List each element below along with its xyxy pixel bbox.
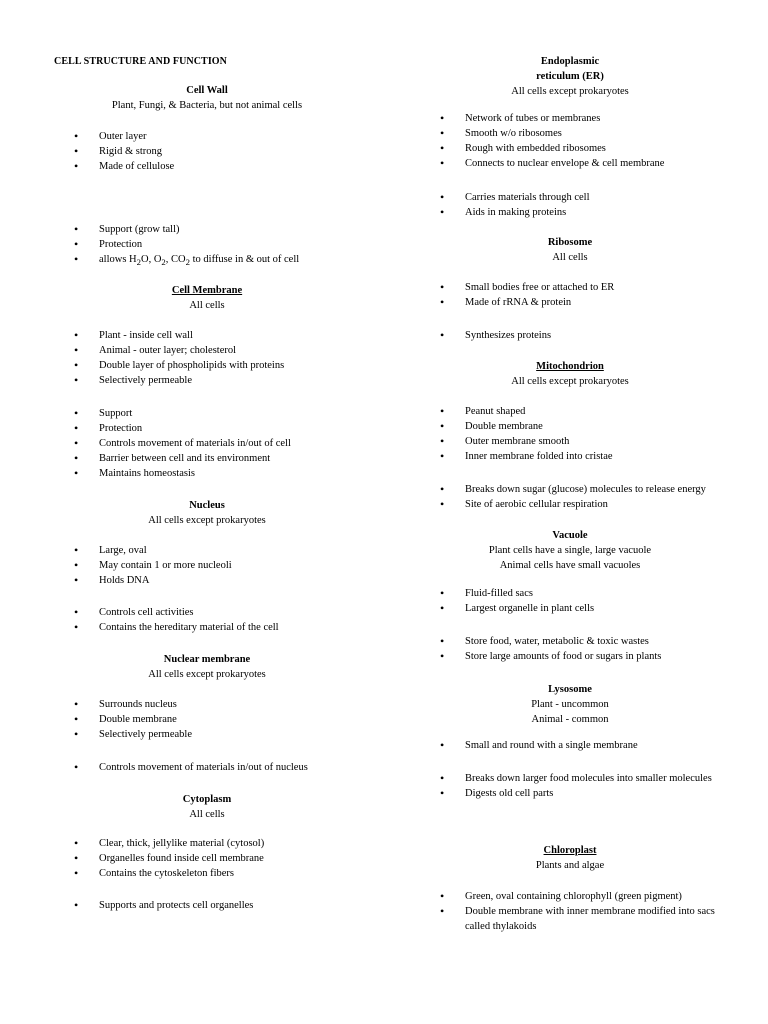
subscript: 2 bbox=[136, 257, 141, 268]
list-item: • Double layer of phospholipids with proteins bbox=[54, 358, 360, 373]
chloroplast-structure-list bbox=[420, 889, 720, 934]
cell-wall-structure-list bbox=[54, 129, 360, 174]
list-item: • Made of cellulose bbox=[54, 159, 360, 174]
section-subtitle-line2: Animal cells have small vacuoles bbox=[499, 560, 641, 571]
list-item: • Clear, thick, jellylike material (cytosol) bbox=[54, 836, 360, 851]
list-item: • Store large amounts of food or sugars in plants bbox=[420, 649, 720, 664]
list-item: • Double membrane with inner membrane modified into sacs called thylakoids bbox=[420, 904, 720, 934]
section-title: Ribosome bbox=[547, 237, 593, 248]
list-item: • Support (grow tall) bbox=[54, 222, 360, 237]
list-item: • Controls movement of materials in/out of cell bbox=[54, 436, 360, 451]
section-subtitle-line1: Plant - uncommon bbox=[531, 699, 609, 710]
chem-text: to diffuse in & out of cell bbox=[190, 254, 300, 265]
chloroplast-heading bbox=[420, 843, 720, 873]
list-item: • Digests old cell parts bbox=[420, 786, 720, 801]
section-subtitle: All cells except prokaryotes bbox=[148, 515, 266, 526]
list-item: • Organelles found inside cell membrane bbox=[54, 851, 360, 866]
section-subtitle: All cells bbox=[189, 300, 225, 311]
list-item: • Rigid & strong bbox=[54, 144, 360, 159]
list-item: • Small bodies free or attached to ER bbox=[420, 280, 720, 295]
list-item: • Smooth w/o ribosomes bbox=[420, 126, 720, 141]
mitochondrion-heading bbox=[420, 359, 720, 389]
section-subtitle: All cells except prokaryotes bbox=[511, 86, 629, 97]
list-item: • Controls cell activities bbox=[54, 605, 360, 620]
cell-membrane-structure-list bbox=[54, 328, 360, 388]
mitochondrion-function-list bbox=[420, 482, 720, 512]
section-title-line2: reticulum (ER) bbox=[536, 71, 604, 82]
list-item: • Support bbox=[54, 406, 360, 421]
lysosome-structure-list bbox=[420, 738, 720, 753]
list-item: • Outer membrane smooth bbox=[420, 434, 720, 449]
section-title: Nucleus bbox=[189, 500, 225, 511]
nucleus-function-list bbox=[54, 605, 360, 635]
list-item: • Small and round with a single membrane bbox=[420, 738, 720, 753]
section-title-line1: Endoplasmic bbox=[540, 56, 600, 67]
vacuole-structure-list bbox=[420, 586, 720, 616]
ribosome-structure-list bbox=[420, 280, 720, 310]
list-item: • Double membrane bbox=[420, 419, 720, 434]
list-item: • Surrounds nucleus bbox=[54, 697, 360, 712]
list-item: • Store food, water, metabolic & toxic wastes bbox=[420, 634, 720, 649]
chem-text: allows H bbox=[99, 254, 137, 265]
list-item: • Outer layer bbox=[54, 129, 360, 144]
section-title: Cell Wall bbox=[186, 85, 228, 96]
list-item: • Protection bbox=[54, 237, 360, 252]
list-item: • Contains the hereditary material of the cell bbox=[54, 620, 360, 635]
list-item: • Breaks down larger food molecules into smaller molecules bbox=[420, 771, 720, 786]
list-item: • Aids in making proteins bbox=[420, 205, 720, 220]
list-item: • Selectively permeable bbox=[54, 373, 360, 388]
subscript: 2 bbox=[161, 257, 166, 268]
cell-wall-heading bbox=[54, 83, 360, 113]
section-subtitle-line2: Animal - common bbox=[531, 714, 609, 725]
list-item: • Peanut shaped bbox=[420, 404, 720, 419]
subscript: 2 bbox=[185, 257, 191, 268]
list-item: • Contains the cytoskeleton fibers bbox=[54, 866, 360, 881]
list-item: • Plant - inside cell wall bbox=[54, 328, 360, 343]
er-heading bbox=[420, 54, 720, 99]
list-item: • Green, oval containing chlorophyll (green pigment) bbox=[420, 889, 720, 904]
list-item: • Selectively permeable bbox=[54, 727, 360, 742]
ribosome-function-list bbox=[420, 328, 720, 343]
er-structure-list bbox=[420, 111, 720, 171]
document-title: CELL STRUCTURE AND FUNCTION bbox=[54, 56, 228, 67]
vacuole-function-list bbox=[420, 634, 720, 664]
cell-membrane-function-list bbox=[54, 406, 360, 481]
section-subtitle: Plants and algae bbox=[535, 860, 605, 871]
list-item: • Made of rRNA & protein bbox=[420, 295, 720, 310]
cytoplasm-heading bbox=[54, 792, 360, 822]
list-item: • Breaks down sugar (glucose) molecules to release energy bbox=[420, 482, 720, 497]
list-item: • Largest organelle in plant cells bbox=[420, 601, 720, 616]
cytoplasm-structure-list bbox=[54, 836, 360, 881]
section-subtitle: Plant, Fungi, & Bacteria, but not animal cells bbox=[111, 100, 303, 111]
section-title: Mitochondrion bbox=[536, 361, 604, 372]
er-function-list bbox=[420, 190, 720, 220]
vacuole-heading bbox=[420, 528, 720, 573]
nuclear-membrane-function-list bbox=[54, 760, 360, 775]
ribosome-heading bbox=[420, 235, 720, 265]
list-item: • Holds DNA bbox=[54, 573, 360, 588]
list-item: • Inner membrane folded into cristae bbox=[420, 449, 720, 464]
cell-membrane-heading bbox=[54, 283, 360, 313]
list-item: • Maintains homeostasis bbox=[54, 466, 360, 481]
list-item: • Rough with embedded ribosomes bbox=[420, 141, 720, 156]
section-subtitle: All cells bbox=[552, 252, 588, 263]
list-item: • Barrier between cell and its environment bbox=[54, 451, 360, 466]
list-item: • Double membrane bbox=[54, 712, 360, 727]
section-title: Chloroplast bbox=[543, 845, 597, 856]
section-title: Cytoplasm bbox=[182, 794, 232, 805]
section-title: Nuclear membrane bbox=[163, 654, 251, 665]
list-item: • Connects to nuclear envelope & cell membrane bbox=[420, 156, 720, 171]
section-subtitle: All cells bbox=[189, 809, 225, 820]
cytoplasm-function-list bbox=[54, 898, 360, 913]
section-subtitle-line1: Plant cells have a single, large vacuole bbox=[488, 545, 652, 556]
list-item: • Carries materials through cell bbox=[420, 190, 720, 205]
section-title: Cell Membrane bbox=[171, 285, 243, 296]
lysosome-function-list bbox=[420, 771, 720, 801]
nucleus-structure-list bbox=[54, 543, 360, 588]
list-item: • Synthesizes proteins bbox=[420, 328, 720, 343]
chem-text: , CO bbox=[165, 254, 186, 265]
list-item: • Fluid-filled sacs bbox=[420, 586, 720, 601]
list-item: • Animal - outer layer; cholesterol bbox=[54, 343, 360, 358]
lysosome-heading bbox=[420, 682, 720, 727]
chem-text: O, O bbox=[141, 254, 162, 265]
mitochondrion-structure-list bbox=[420, 404, 720, 464]
section-subtitle: All cells except prokaryotes bbox=[148, 669, 266, 680]
nuclear-membrane-structure-list bbox=[54, 697, 360, 742]
list-item: • May contain 1 or more nucleoli bbox=[54, 558, 360, 573]
list-item: • Large, oval bbox=[54, 543, 360, 558]
list-item: • Site of aerobic cellular respiration bbox=[420, 497, 720, 512]
cell-wall-function-list bbox=[54, 222, 360, 270]
list-item: • Network of tubes or membranes bbox=[420, 111, 720, 126]
list-item: • Controls movement of materials in/out of nucleus bbox=[54, 760, 360, 775]
nuclear-membrane-heading bbox=[54, 652, 360, 682]
section-title: Lysosome bbox=[548, 684, 592, 695]
section-subtitle: All cells except prokaryotes bbox=[511, 376, 629, 387]
section-title: Vacuole bbox=[552, 530, 588, 541]
list-item-chemistry bbox=[54, 252, 360, 270]
list-item: • Protection bbox=[54, 421, 360, 436]
list-item: • Supports and protects cell organelles bbox=[54, 898, 360, 913]
nucleus-heading bbox=[54, 498, 360, 528]
